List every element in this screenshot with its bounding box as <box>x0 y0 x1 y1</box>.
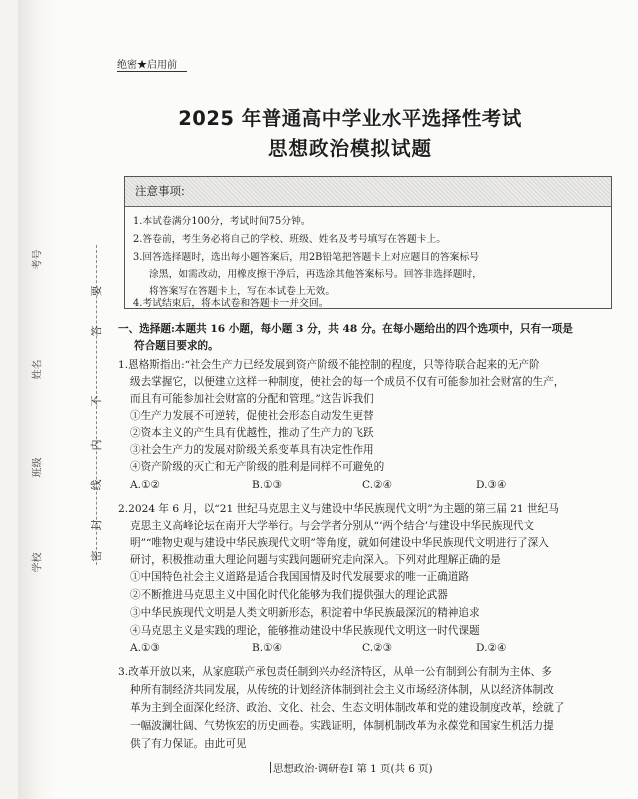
binding-label-class: 班级 <box>32 457 44 478</box>
question-3-text: 革为主到全面深化经济、政治、文化、社会、生态文明体制改革和党的建设制度改革，绘就了 <box>130 702 565 714</box>
section-intro: 一、选择题:本题共 16 小题，每小题 3 分，共 48 分。在每小题给出的四个选项中，只有一项是 <box>118 323 573 335</box>
seal-char: 答 <box>90 325 103 337</box>
notice-item: 3.回答选择题时，选出每小题答案后，用2B铅笔把答题卡上对应题目的答案标号 <box>133 252 480 263</box>
seal-char: 不 <box>90 395 103 407</box>
question-1-option-b: B.①③ <box>252 479 283 491</box>
question-1-statement: ①生产力发展不可逆转，促使社会形态自动发生更替 <box>130 410 374 422</box>
question-3-text: 一幅波澜壮阔、气势恢宏的历史画卷。实践证明，体制机制改革为永葆党和国家生机活力提 <box>130 720 554 732</box>
footer-text: 思想政治·调研卷Ⅰ 第 1 页(共 6 页) <box>273 763 433 775</box>
question-2-text: 2.2024 年 6 月，以“21 世纪马克思主义与建设中华民族现代文明”为主题的第三届 21 世纪马 <box>118 503 559 515</box>
question-1-statement: ②资本主义的产生具有优越性，推动了生产力的飞跃 <box>130 427 374 439</box>
question-1-statement: ④资产阶级的灭亡和无产阶级的胜利是同样不可避免的 <box>130 461 385 473</box>
footer-bar <box>270 762 271 773</box>
question-3-text: 供了有力保证。由此可见 <box>130 738 247 750</box>
seal-char: 内 <box>90 439 103 451</box>
question-3-text: 种所有制经济共同发展，从传统的计划经济体制到社会主义市场经济体制，从以经济体制改 <box>130 684 554 696</box>
binding-label-exam-number: 考号 <box>32 249 44 270</box>
question-1-text: 而且有可能参加社会财富的分配和管理。”这告诉我们 <box>130 393 374 405</box>
question-2-text: 克思主义高峰论坛在南开大学举行。与会学者分别从“‘两个结合’与建设中华民族现代文 <box>130 520 535 532</box>
question-3-text: 3.改革开放以来，从家庭联产承包责任制到兴办经济特区，从单一公有制到公有制为主体、多 <box>118 666 552 678</box>
question-1-option-c: C.②④ <box>362 479 393 491</box>
question-2-statement: ③中华民族现代文明是人类文明新形态，积淀着中华民族最深沉的精神追求 <box>130 607 480 619</box>
seal-char: 线 <box>90 479 103 491</box>
question-2-text: 研讨，积极推动重大理论问题与实践问题研究走向深入。下列对此理解正确的是 <box>130 554 501 566</box>
page-footer <box>270 760 433 775</box>
question-2-option-d: D.②④ <box>476 642 507 654</box>
exam-subtitle: 思想政治模拟试题 <box>267 137 432 160</box>
exam-title: 2025 年普通高中学业水平选择性考试 <box>178 107 522 130</box>
question-1-text: 级去掌握它，以便建立这样一种制度，使社会的每一个成员不仅有可能参加社会财富的生产， <box>130 376 565 388</box>
binding-label-school: 学校 <box>32 552 44 573</box>
notice-item: 2.答卷前，考生务必将自己的学校、班级、姓名及考号填写在答题卡上。 <box>133 234 447 245</box>
seal-char: 密 <box>90 550 103 562</box>
confidential-underline <box>117 71 187 72</box>
question-1-text: 1.恩格斯指出:“社会生产力已经发展到资产阶级不能控制的程度，只等待联合起来的无产阶 <box>118 359 540 371</box>
notice-box <box>124 176 612 309</box>
question-2-option-c: C.②③ <box>362 642 393 654</box>
section-intro-cont: 符合题目要求的。 <box>134 340 219 352</box>
confidential-mark: 绝密★启用前 <box>117 60 177 71</box>
question-2-text: 明”“唯物史观与建设中华民族现代文明”等角度，就如何建设中华民族现代文明进行了深入 <box>130 537 549 549</box>
question-2-option-a: A.①③ <box>130 642 161 654</box>
seal-char: 要 <box>90 285 103 297</box>
question-1-option-d: D.③④ <box>476 479 507 491</box>
question-2-statement: ④马克思主义是实践的理论，能够推动建设中华民族现代文明这一时代课题 <box>130 625 480 637</box>
question-1-statement: ③社会生产力的发展对阶级关系变革具有决定性作用 <box>130 444 374 456</box>
notice-heading: 注意事项: <box>125 177 611 207</box>
notice-item: 4.考试结束后，将本试卷和答题卡一并交回。 <box>133 298 329 309</box>
question-2-statement: ②不断推进马克思主义中国化时代化能够为我们提供强大的理论武器 <box>130 589 448 601</box>
question-1-option-a: A.①② <box>130 479 161 491</box>
question-2-statement: ①中国特色社会主义道路是适合我国国情及时代发展要求的唯一正确道路 <box>130 571 469 583</box>
binding-label-name: 姓名 <box>32 359 44 380</box>
notice-item: 将答案写在答题卡上，写在本试卷上无效。 <box>149 286 336 297</box>
question-2-option-b: B.①④ <box>252 642 283 654</box>
page-binding-edge <box>18 0 56 799</box>
notice-item: 1.本试卷满分100分，考试时间75分钟。 <box>133 216 311 227</box>
seal-char: 封 <box>90 519 103 531</box>
notice-item: 涂黑，如需改动，用橡皮擦干净后，再选涂其他答案标号。回答非选择题时， <box>149 269 483 280</box>
